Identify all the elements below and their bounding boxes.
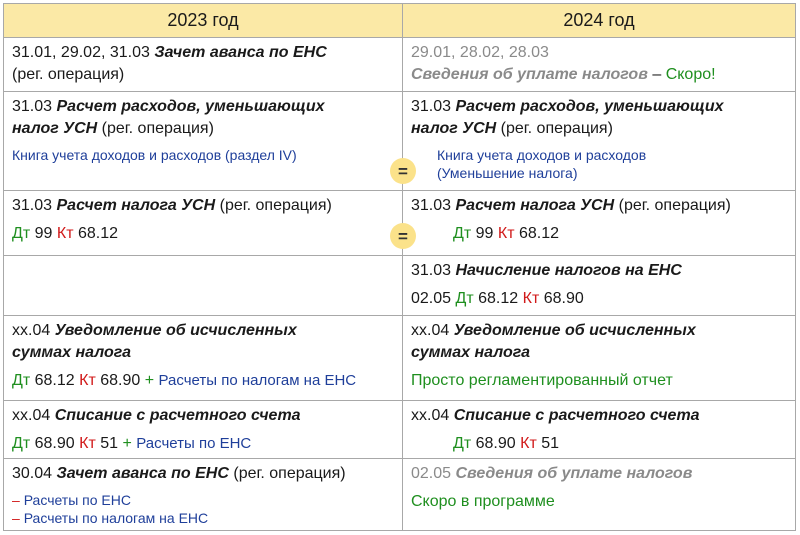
row5-left: хх.04 Уведомление об исчисленных суммах налога Дт 68.12 Кт 68.90 + Расчеты по налогам на ЕНС — [4, 316, 403, 401]
row7-left: 30.04 Зачет аванса по ЕНС (рег. операция) – Расчеты по ЕНС – Расчеты по налогам на ЕНС — [4, 459, 403, 530]
row1-right: 29.01, 28.02, 28.03 Сведения об уплате налогов – Скоро! — [403, 38, 795, 92]
row6-left: хх.04 Списание с расчетного счета Дт 68.90 Кт 51 + Расчеты по ЕНС — [4, 401, 403, 459]
posting: Дт 99 Кт 68.12 — [453, 225, 560, 242]
row6-right: хх.04 Списание с расчетного счета Дт 68.90 Кт 51 — [403, 401, 795, 459]
posting: Дт 68.12 Кт 68.90 + Расчеты по налогам на ЕНС — [12, 372, 357, 389]
equals-badge: = — [390, 223, 416, 249]
header-2023: 2023 год — [4, 4, 403, 38]
posting: Дт 68.90 Кт 51 — [453, 435, 560, 452]
row2-left: 31.03 Расчет расходов, уменьшающих налог УСН (рег. операция) Книга учета доходов и расходов (раздел IV) — [4, 92, 403, 191]
row5-right: хх.04 Уведомление об исчисленных суммах налога Просто регламентированный отчет — [403, 316, 795, 401]
row2-right: 31.03 Расчет расходов, уменьшающих налог УСН (рег. операция) Книга учета доходов и расходов (Уменьшение налога) — [403, 92, 795, 191]
row3-right: 31.03 Расчет налога УСН (рег. операция) Дт 99 Кт 68.12 — [403, 191, 795, 256]
row1-left: 31.01, 29.02, 31.03 Зачет аванса по ЕНС (рег. операция) — [4, 38, 403, 92]
header-2024: 2024 год — [403, 4, 795, 38]
row4-left-empty — [4, 256, 403, 316]
row7-right: 02.05 Сведения об уплате налогов Скоро в программе — [411, 465, 693, 510]
row4-right: 31.03 Начисление налогов на ЕНС 02.05 Дт 68.12 Кт 68.90 — [403, 256, 795, 316]
posting: Дт 99 Кт 68.12 — [12, 225, 119, 242]
row3-left: 31.03 Расчет налога УСН (рег. операция) Дт 99 Кт 68.12 — [4, 191, 403, 256]
posting: 02.05 Дт 68.12 Кт 68.90 — [411, 290, 584, 307]
comparison-table — [3, 3, 796, 531]
posting: Дт 68.90 Кт 51 + Расчеты по ЕНС — [12, 435, 252, 452]
equals-badge: = — [390, 158, 416, 184]
